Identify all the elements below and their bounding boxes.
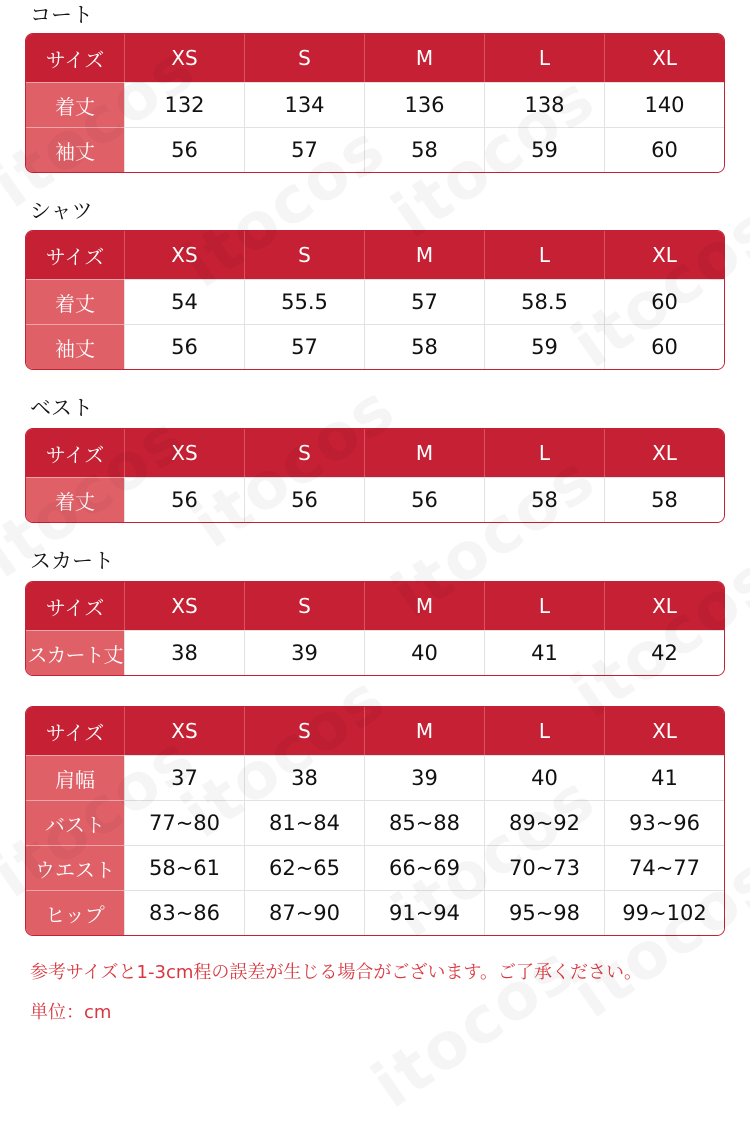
- header-size-xs: XS: [124, 34, 244, 82]
- header-size-s: S: [244, 582, 364, 630]
- table-cell: 85~88: [364, 800, 484, 845]
- table-cell: 66~69: [364, 845, 484, 890]
- table-row: [26, 324, 724, 369]
- row-label: ウエスト: [26, 845, 124, 890]
- table-cell: 42: [604, 630, 724, 675]
- table-cell: 87~90: [244, 890, 364, 935]
- table-header-row: [26, 707, 724, 755]
- table-cell: 60: [604, 127, 724, 172]
- header-size-xs: XS: [124, 231, 244, 279]
- table-row: [26, 630, 724, 675]
- table-cell: 77~80: [124, 800, 244, 845]
- table-cell: 38: [124, 630, 244, 675]
- table-header-row: [26, 429, 724, 477]
- header-size-xl: XL: [604, 707, 724, 755]
- table-cell: 39: [244, 630, 364, 675]
- table-cell: 99~102: [604, 890, 724, 935]
- header-size-s: S: [244, 34, 364, 82]
- header-size-xs: XS: [124, 429, 244, 477]
- coat-section-title: コート: [30, 3, 93, 27]
- unit-note: 単位：cm: [30, 1002, 112, 1023]
- table-cell: 70~73: [484, 845, 604, 890]
- row-label: 袖丈: [26, 324, 124, 369]
- table-cell: 83~86: [124, 890, 244, 935]
- row-label: 着丈: [26, 279, 124, 324]
- shirt-section-title: シャツ: [30, 199, 93, 223]
- header-size-s: S: [244, 231, 364, 279]
- header-size-l: L: [484, 582, 604, 630]
- header-size-s: S: [244, 429, 364, 477]
- header-label-size: サイズ: [26, 429, 124, 477]
- header-size-xs: XS: [124, 582, 244, 630]
- header-label-size: サイズ: [26, 707, 124, 755]
- header-size-l: L: [484, 34, 604, 82]
- row-label: 着丈: [26, 82, 124, 127]
- table-cell: 57: [244, 127, 364, 172]
- table-cell: 62~65: [244, 845, 364, 890]
- skirt-size-table: [25, 581, 725, 676]
- table-cell: 74~77: [604, 845, 724, 890]
- table-cell: 58.5: [484, 279, 604, 324]
- row-label: スカート丈: [26, 630, 124, 675]
- vest-size-table: [25, 428, 725, 523]
- table-header-row: [26, 231, 724, 279]
- table-cell: 89~92: [484, 800, 604, 845]
- header-size-s: S: [244, 707, 364, 755]
- table-cell: 40: [364, 630, 484, 675]
- table-cell: 95~98: [484, 890, 604, 935]
- row-label: バスト: [26, 800, 124, 845]
- table-cell: 59: [484, 127, 604, 172]
- table-cell: 136: [364, 82, 484, 127]
- table-cell: 39: [364, 755, 484, 800]
- table-cell: 40: [484, 755, 604, 800]
- row-label: 肩幅: [26, 755, 124, 800]
- header-size-l: L: [484, 707, 604, 755]
- header-size-xl: XL: [604, 34, 724, 82]
- table-row: [26, 890, 724, 935]
- table-cell: 37: [124, 755, 244, 800]
- coat-size-table: [25, 33, 725, 173]
- table-cell: 56: [124, 477, 244, 522]
- table-cell: 138: [484, 82, 604, 127]
- header-size-xl: XL: [604, 429, 724, 477]
- table-cell: 58: [484, 477, 604, 522]
- table-cell: 58: [364, 324, 484, 369]
- table-cell: 140: [604, 82, 724, 127]
- header-size-l: L: [484, 429, 604, 477]
- table-cell: 56: [124, 127, 244, 172]
- row-label: 着丈: [26, 477, 124, 522]
- size-disclaimer-note: 参考サイズと1-3cm程の誤差が生じる場合がございます。ご了承ください。: [30, 962, 642, 983]
- header-size-xl: XL: [604, 582, 724, 630]
- row-label: 袖丈: [26, 127, 124, 172]
- table-cell: 58: [604, 477, 724, 522]
- table-cell: 60: [604, 279, 724, 324]
- vest-section-title: ベスト: [30, 396, 93, 420]
- header-label-size: サイズ: [26, 231, 124, 279]
- table-cell: 41: [484, 630, 604, 675]
- shirt-size-table: [25, 230, 725, 370]
- table-cell: 59: [484, 324, 604, 369]
- header-label-size: サイズ: [26, 582, 124, 630]
- table-cell: 58~61: [124, 845, 244, 890]
- table-cell: 91~94: [364, 890, 484, 935]
- table-cell: 93~96: [604, 800, 724, 845]
- table-cell: 57: [364, 279, 484, 324]
- header-size-m: M: [364, 429, 484, 477]
- skirt-section-title: スカート: [30, 549, 114, 573]
- table-cell: 56: [364, 477, 484, 522]
- header-size-m: M: [364, 34, 484, 82]
- row-label: ヒップ: [26, 890, 124, 935]
- table-cell: 38: [244, 755, 364, 800]
- header-label-size: サイズ: [26, 34, 124, 82]
- header-size-l: L: [484, 231, 604, 279]
- table-cell: 55.5: [244, 279, 364, 324]
- table-row: [26, 279, 724, 324]
- table-header-row: [26, 582, 724, 630]
- header-size-m: M: [364, 582, 484, 630]
- table-row: [26, 127, 724, 172]
- table-cell: 56: [244, 477, 364, 522]
- table-row: [26, 82, 724, 127]
- header-size-xs: XS: [124, 707, 244, 755]
- table-cell: 56: [124, 324, 244, 369]
- table-cell: 41: [604, 755, 724, 800]
- header-size-m: M: [364, 231, 484, 279]
- table-row: [26, 477, 724, 522]
- table-cell: 132: [124, 82, 244, 127]
- header-size-m: M: [364, 707, 484, 755]
- table-cell: 58: [364, 127, 484, 172]
- table-cell: 60: [604, 324, 724, 369]
- table-header-row: [26, 34, 724, 82]
- header-size-xl: XL: [604, 231, 724, 279]
- table-cell: 54: [124, 279, 244, 324]
- table-row: [26, 800, 724, 845]
- table-cell: 81~84: [244, 800, 364, 845]
- table-cell: 134: [244, 82, 364, 127]
- table-row: [26, 845, 724, 890]
- body-size-table: [25, 706, 725, 936]
- table-cell: 57: [244, 324, 364, 369]
- table-row: [26, 755, 724, 800]
